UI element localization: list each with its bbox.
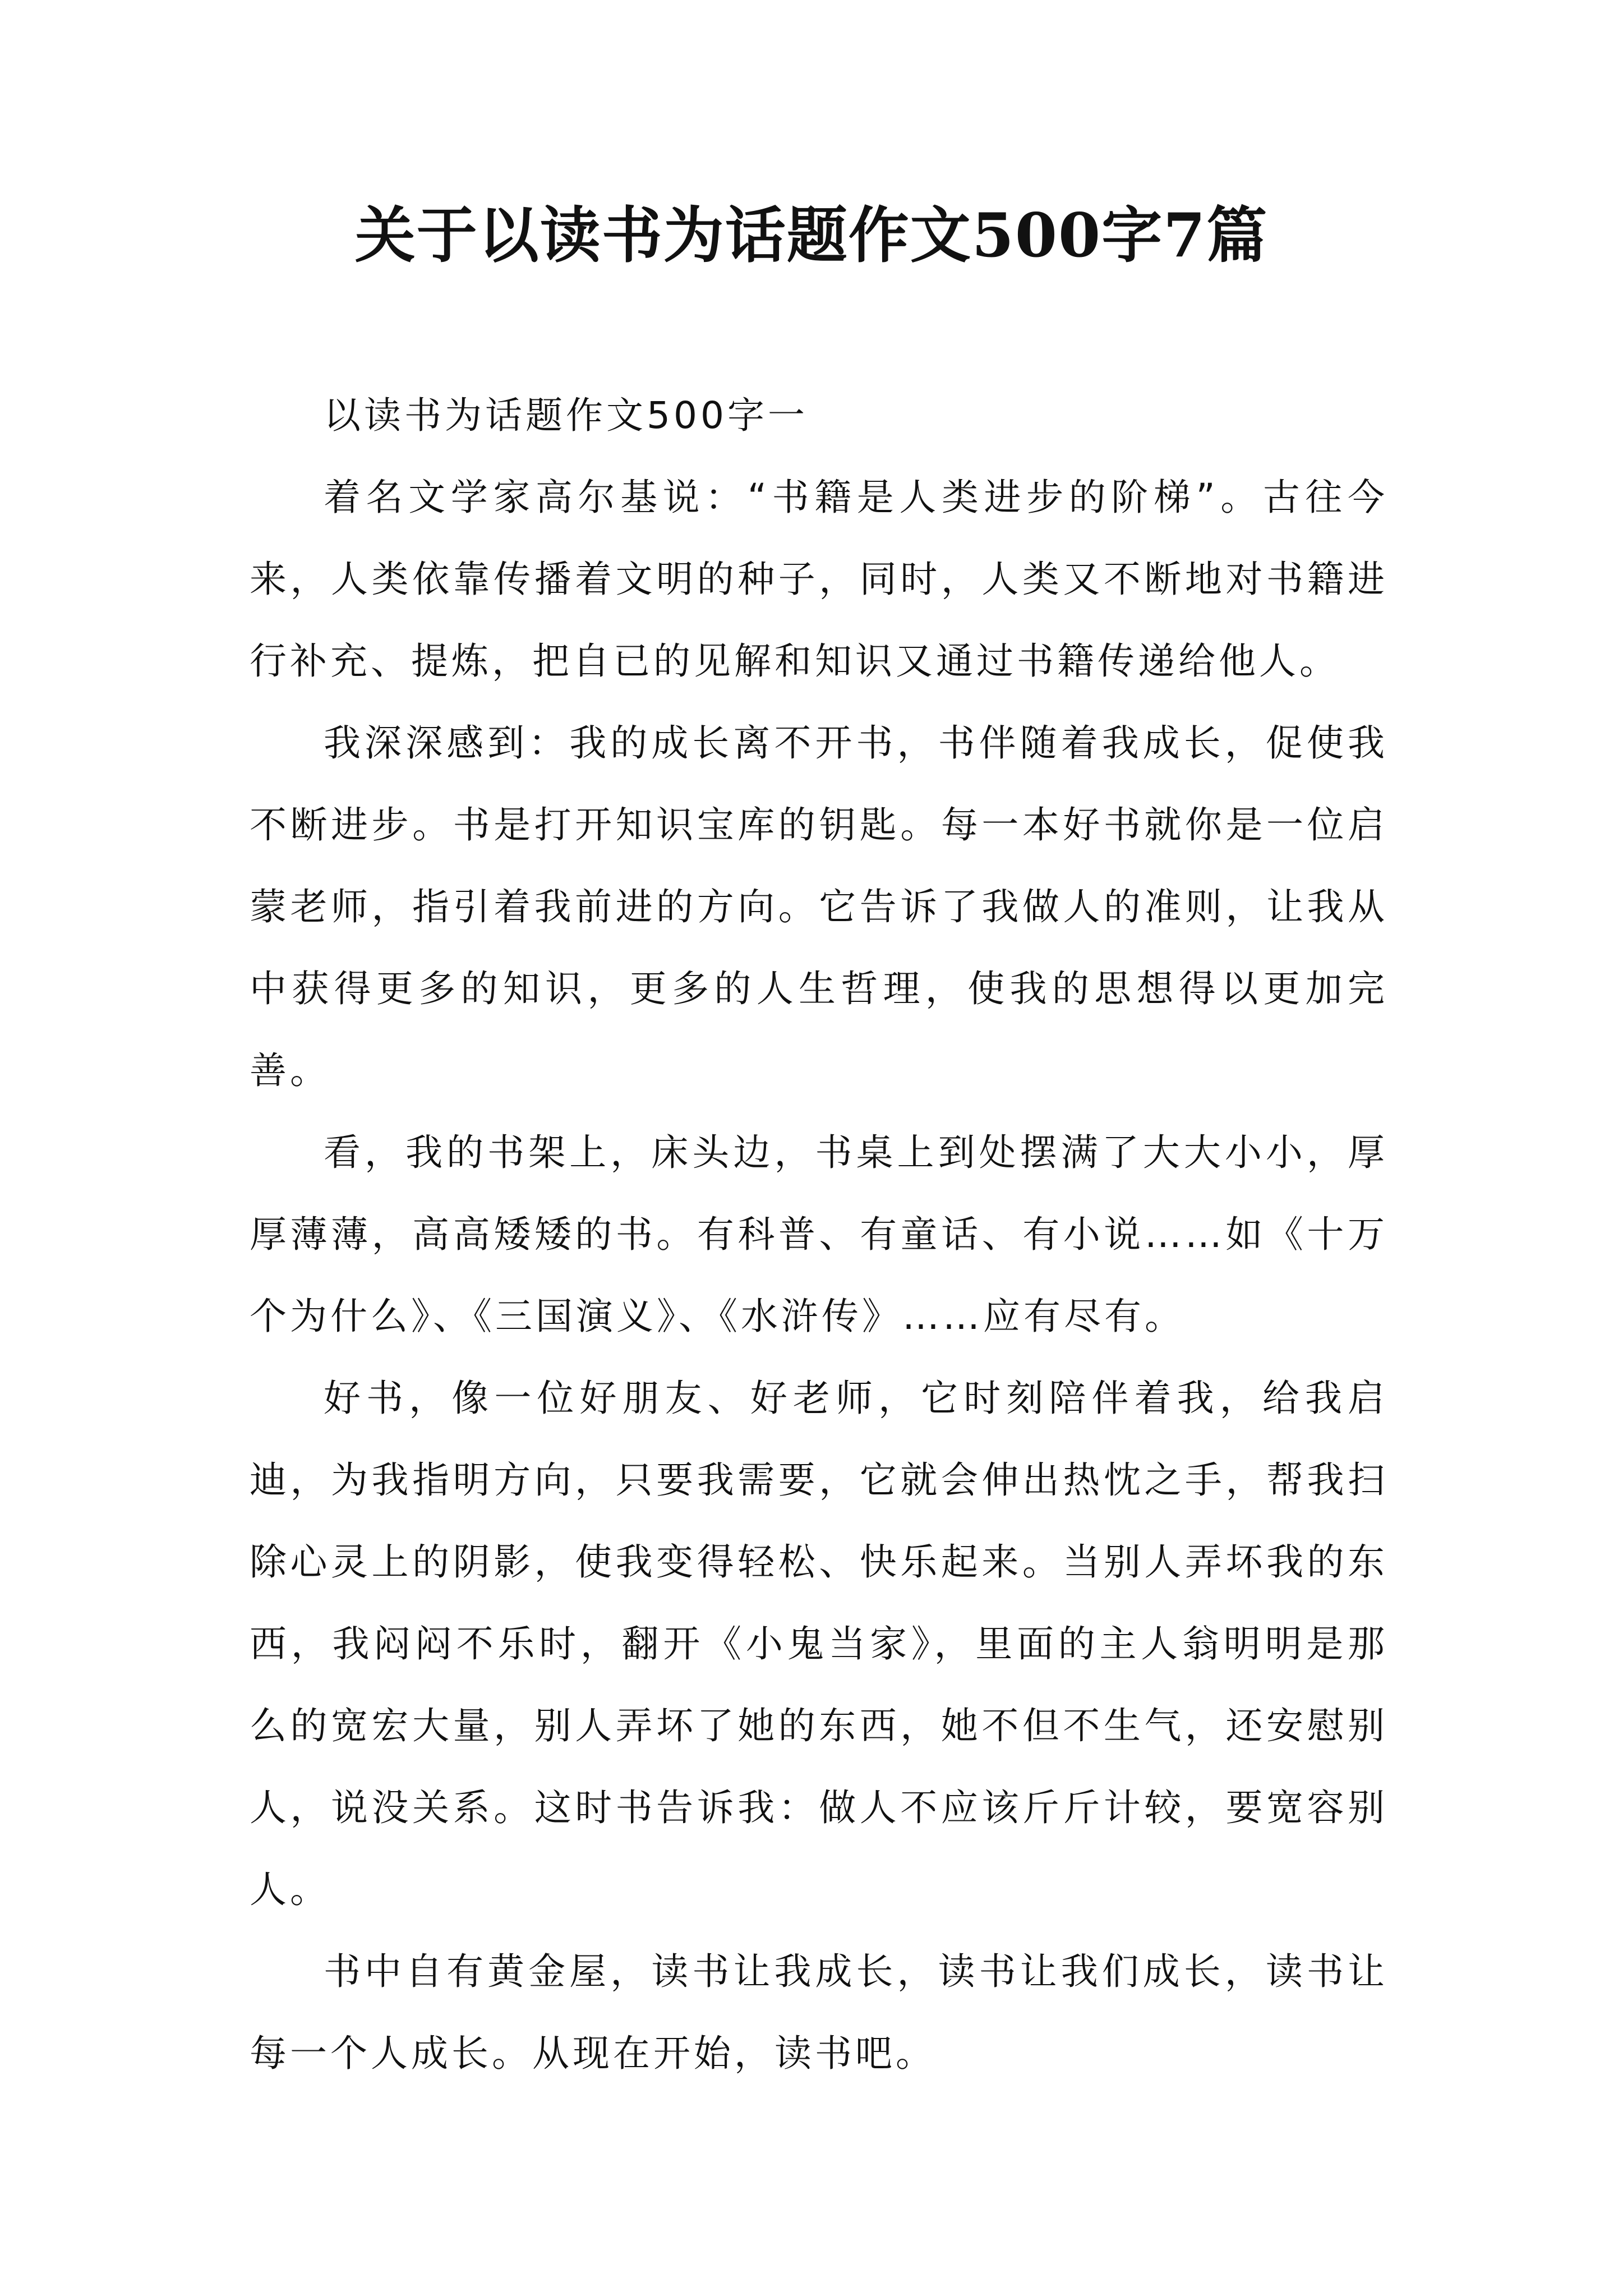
document-body: [250, 375, 1388, 2095]
section-subheading: 以读书为话题作文500字一: [324, 394, 808, 437]
paragraph-4: 好书，像一位好朋友、好老师，它时刻陪伴着我，给我启迪，为我指明方向，只要我需要，它就会伸出热忱之手，帮我扫除心灵上的阴影，使我变得轻松、快乐起来。当别人弄坏我的东西，我闷闷不乐时，翻开《小鬼当家》，里面的主人翁明明是那么的宽宏大量，别人弄坏了她的东西，她不但不生气，还安慰别人，说没关系。这时书告诉我：做人不应该斤斤计较，要宽容别人。: [250, 1377, 1388, 1911]
paragraph-2: 我深深感到：我的成长离不开书，书伴随着我成长，促使我不断进步。书是打开知识宝库的钥匙。每一本好书就你是一位启蒙老师，指引着我前进的方向。它告诉了我做人的准则，让我从中获得更多的知识，更多的人生哲理，使我的思想得以更加完善。: [250, 721, 1388, 1092]
paragraph-3: 看，我的书架上，床头边，书桌上到处摆满了大大小小，厚厚薄薄，高高矮矮的书。有科普、有童话、有小说……如《十万个为什么》、《三国演义》、《水浒传》……应有尽有。: [250, 1131, 1388, 1338]
paragraph-1: 着名文学家高尔基说：“书籍是人类进步的阶梯”。古往今来，人类依靠传播着文明的种子，同时，人类又不断地对书籍进行补充、提炼，把自已的见解和知识又通过书籍传递给他人。: [250, 476, 1388, 683]
paragraph-5: 书中自有黄金屋，读书让我成长，读书让我们成长，读书让每一个人成长。从现在开始，读书吧。: [250, 1950, 1388, 2075]
document-title: 关于以读书为话题作文500字7篇: [354, 200, 1269, 271]
